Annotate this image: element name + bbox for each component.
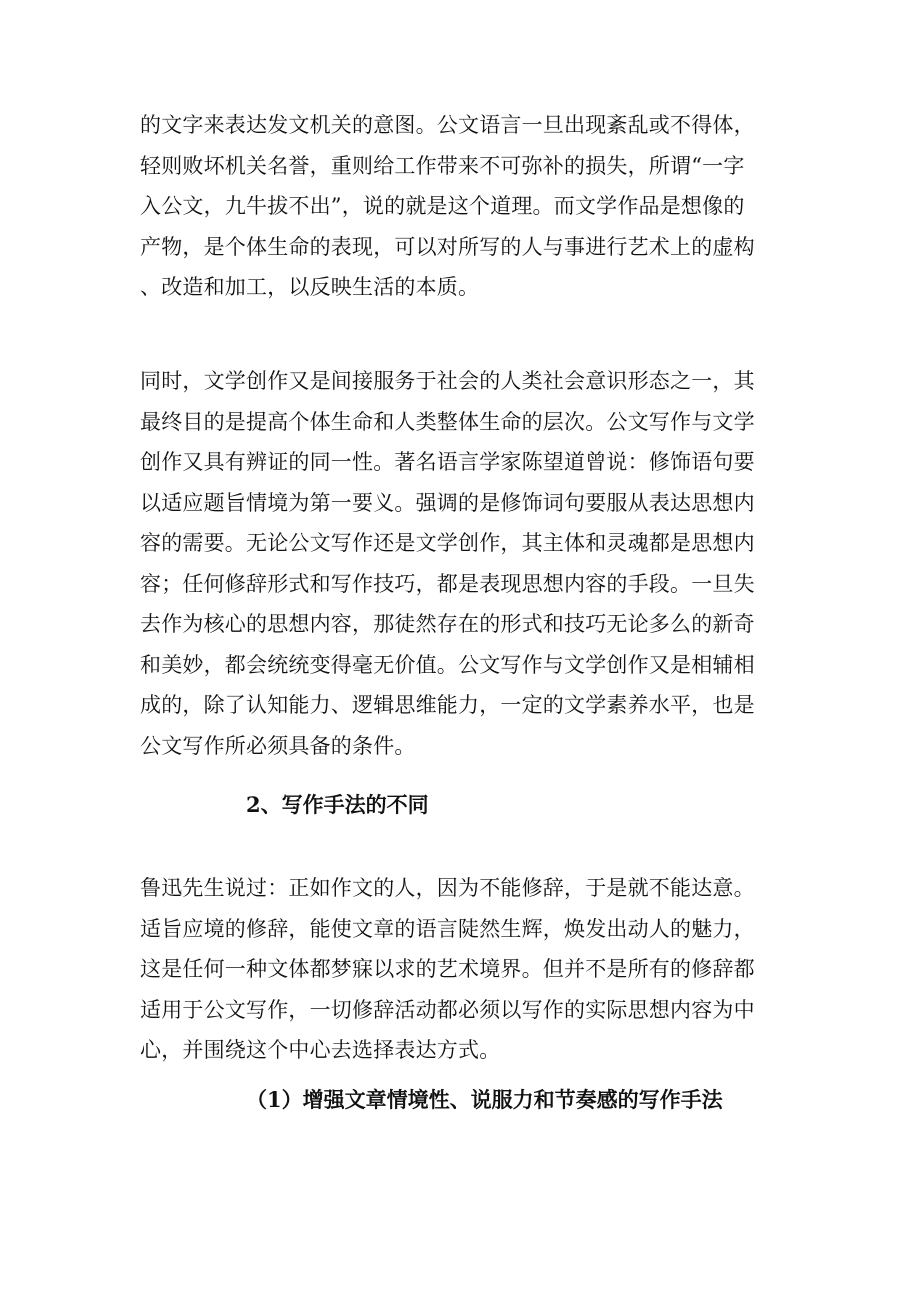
text-line: 去作为核心的思想内容，那徒然存在的形式和技巧无论多么的新奇 <box>140 612 755 636</box>
text-line: 容的需要。无论公文写作还是文学创作，其主体和灵魂都是思想内 <box>140 531 755 555</box>
text-line: 以适应题旨情境为第一要义。强调的是修饰词句要服从表达思想内 <box>140 490 755 515</box>
text-line: 适用于公文写作，一切修辞活动都必须以写作的实际思想内容为中 <box>140 997 755 1022</box>
text-line: 轻则败坏机关名誉，重则给工作带来不可弥补的损失，所谓“一字 <box>140 153 745 178</box>
paragraph-2 <box>140 361 790 766</box>
text-line: 产物，是个体生命的表现，可以对所写的人与事进行艺术上的虚构 <box>140 234 755 259</box>
text-line: 适旨应境的修辞，能使文章的语言陡然生辉，焕发出动人的魅力， <box>140 916 755 941</box>
section-heading: 2、写作手法的不同 <box>246 792 429 817</box>
text-line: 公文写作所必须具备的条件。 <box>140 733 416 758</box>
text-line: 鲁迅先生说过：正如作文的人，因为不能修辞，于是就不能达意。 <box>140 876 755 900</box>
text-line: 成的，除了认知能力、逻辑思维能力，一定的文学素养水平，也是 <box>140 693 755 717</box>
text-line: 、改造和加工，以反映生活的本质。 <box>140 275 480 299</box>
paragraph-3 <box>140 868 790 1071</box>
text-line: 心，并围绕这个中心去选择表达方式。 <box>140 1038 501 1062</box>
subsection-heading: （1）增强文章情境性、说服力和节奏感的写作手法 <box>246 1087 723 1112</box>
text-line: 入公文，九牛拔不出”，说的就是这个道理。而文学作品是想像的 <box>140 194 745 218</box>
text-line: 的文字来表达发文机关的意图。公文语言一旦出现紊乱或不得体， <box>140 113 755 137</box>
text-line: 创作又具有辨证的同一性。著名语言学家陈望道曾说：修饰语句要 <box>140 450 755 474</box>
paragraph-1 <box>140 105 790 308</box>
text-line: 和美妙，都会统统变得毫无价值。公文写作与文学创作又是相辅相 <box>140 652 755 677</box>
text-line: 容；任何修辞形式和写作技巧，都是表现思想内容的手段。一旦失 <box>140 571 755 596</box>
text-line: 这是任何一种文体都梦寐以求的艺术境界。但并不是所有的修辞都 <box>140 957 755 981</box>
text-line: 同时，文学创作又是间接服务于社会的人类社会意识形态之一，其 <box>140 369 755 393</box>
text-line: 最终目的是提高个体生命和人类整体生命的层次。公文写作与文学 <box>140 409 755 434</box>
